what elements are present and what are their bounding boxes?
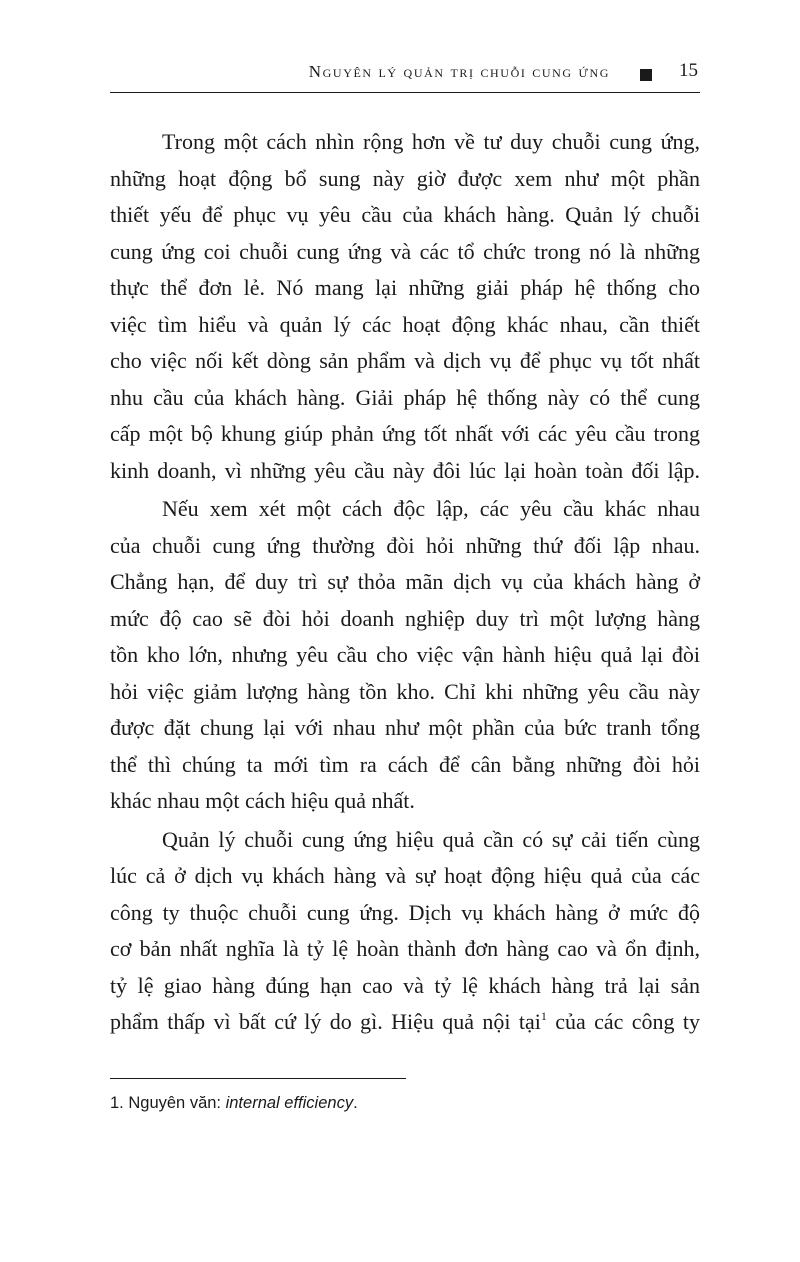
paragraph-2 (110, 491, 700, 820)
text-line: của chuỗi cung ứng thường đòi hỏi những thứ đối lập nhau. (110, 532, 700, 558)
text-line: Chẳng hạn, để duy trì sự thỏa mãn dịch vụ của khách hàng ở (110, 569, 700, 594)
text-line: Quản lý chuỗi cung ứng hiệu quả cần có sự cải tiến cùng (162, 826, 700, 852)
text-line: thiết yếu để phục vụ yêu cầu của khách hàng. Quản lý chuỗi (110, 202, 700, 227)
text-line: lúc cả ở dịch vụ khách hàng và sự hoạt động hiệu quả của các (110, 863, 700, 888)
text-line: cấp một bộ khung giúp phản ứng tốt nhất với các yêu cầu trong (110, 421, 700, 446)
running-title: Nguyên lý quản trị chuỗi cung ứng (308, 62, 610, 81)
text-line: thể thì chúng ta mới tìm ra cách để cân bằng những đòi hỏi (110, 751, 700, 777)
text-line: công ty thuộc chuỗi cung ứng. Dịch vụ khách hàng ở mức độ (110, 899, 700, 925)
text-line: hỏi việc giảm lượng hàng tồn kho. Chỉ khi những yêu cầu này (110, 678, 700, 704)
text-line: tồn kho lớn, nhưng yêu cầu cho việc vận hành hiệu quả lại đòi (110, 642, 700, 667)
paragraph-3 (110, 822, 700, 1041)
text-line: nhu cầu của khách hàng. Giải pháp hệ thống này có thể cung (110, 384, 700, 410)
footnote (110, 1094, 358, 1113)
text-line: cung ứng coi chuỗi cung ứng và các tổ chức trong nó là những (110, 238, 700, 264)
body-text (110, 124, 700, 1043)
footnote-number: 1. (110, 1094, 124, 1112)
footnote-prefix: Nguyên văn: (128, 1094, 226, 1112)
text-line: khác nhau một cách hiệu quả nhất. (110, 788, 415, 813)
text-line: Nếu xem xét một cách độc lập, các yêu cầu khác nhau (162, 496, 700, 521)
running-header (110, 58, 700, 93)
text-line: Trong một cách nhìn rộng hơn về tư duy chuỗi cung ứng, (162, 129, 700, 154)
text-line: cơ bản nhất nghĩa là tỷ lệ hoàn thành đơn hàng cao và ổn định, (110, 936, 700, 961)
square-bullet-icon (640, 69, 652, 81)
text-line: thực thể đơn lẻ. Nó mang lại những giải pháp hệ thống cho (110, 275, 700, 300)
text-line: được đặt chung lại với nhau như một phần của bức tranh tổng (110, 715, 700, 740)
text-line: mức độ cao sẽ đòi hỏi doanh nghiệp duy trì một lượng hàng (110, 605, 700, 631)
text-line: tỷ lệ giao hàng đúng hạn cao và tỷ lệ khách hàng trả lại sản (110, 972, 700, 998)
text-line: cho việc nối kết dòng sản phẩm và dịch vụ để phục vụ tốt nhất (110, 348, 700, 373)
text-segment: của các công ty (546, 1009, 700, 1034)
text-line: việc tìm hiểu và quản lý các hoạt động khác nhau, cần thiết (110, 311, 700, 337)
footnote-reference[interactable]: 1 (540, 1009, 547, 1023)
text-line: kinh doanh, vì những yêu cầu này đôi lúc lại hoàn toàn đối lập. (110, 457, 700, 483)
page-number: 15 (679, 60, 698, 81)
footnote-term: internal efficiency (225, 1094, 354, 1112)
text-line: những hoạt động bổ sung này giờ được xem như một phần (110, 165, 700, 191)
paragraph-1 (110, 124, 700, 489)
footnote-divider (110, 1078, 406, 1079)
footnote-suffix: . (353, 1094, 358, 1112)
text-segment: phẩm thấp vì bất cứ lý do gì. Hiệu quả nội tại (110, 1009, 541, 1034)
text-line (110, 1004, 700, 1041)
